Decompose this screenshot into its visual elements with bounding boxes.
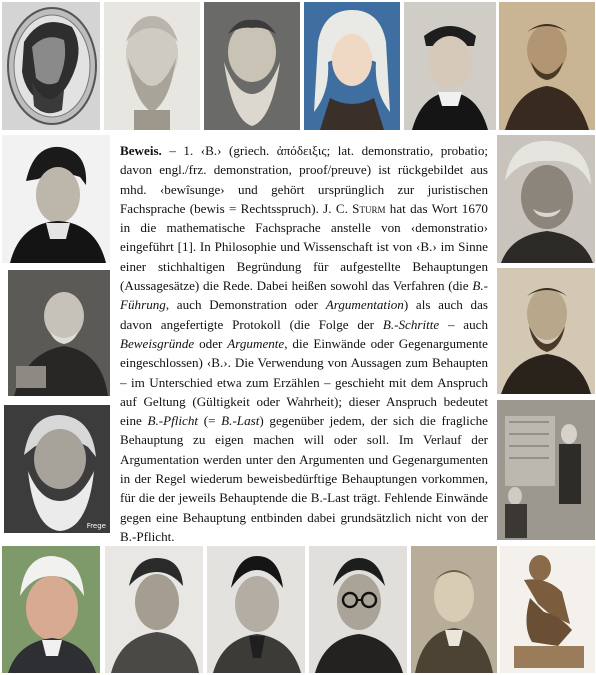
beweis-article — [120, 141, 489, 544]
einstein-portrait-image — [497, 135, 595, 263]
cantor-portrait-image — [497, 268, 595, 394]
portrait-turing — [207, 546, 305, 673]
article-sturm: Sturm — [352, 200, 386, 216]
turing-portrait-image — [207, 546, 305, 673]
article-b-last: B.-Last — [221, 413, 260, 429]
article-beweisgruende: Beweisgründe — [120, 335, 195, 351]
portrait-goedel-scene — [497, 400, 595, 540]
frege-caption: Frege — [86, 522, 106, 530]
bolzano-portrait-image — [411, 546, 497, 673]
portrait-einstein — [497, 135, 595, 263]
article-argumente: Argumente — [227, 335, 285, 351]
portrait-boole — [2, 135, 110, 263]
article-text-5: – auch — [439, 316, 489, 332]
coin-portrait-image — [2, 2, 100, 130]
article-b-schritte: B.-Schritte — [382, 316, 440, 332]
portrait-russell — [2, 546, 100, 673]
thinker-statue-image — [500, 546, 595, 673]
portrait-aristotle-bust — [104, 2, 200, 130]
portrait-oughtred — [404, 2, 496, 130]
article-text-2: hat das Wort 1670 in die mathematische Fachsprache anstelle von ‹demonstratio› eingeführt [1]. In Philosophie und Wissenschaft ist von ‹B.› im Sinne einer stichhaltigen Begründung für aufgestellte Behauptungen (Aussagesätze) die Rede. Dabei heißen sowohl das Verfahren (die — [120, 200, 488, 294]
article-text-9: ) gegenüber jedem, der sich die fragliche Behauptung zu eigen machen will oder soll. Im Verlauf der Argumentation werden unter den Argumenten und Gegenargumenten in der Regel wiederum beweisbedürftige Behauptungen vorkommen, für die der jeweils Behauptende die B.-Last trägt. Fehlende Einwände gegen eine Behauptung entbinden dabei grundsätzlich nicht von der B.-Pflicht. — [120, 413, 488, 544]
portrait-galileo — [204, 2, 300, 130]
frege-portrait-image — [4, 405, 110, 533]
portrait-poincare — [499, 2, 595, 130]
article-argumentation: Argumentation — [325, 297, 404, 313]
hilbert-portrait-image — [8, 270, 110, 396]
portrait-coin-diogenes — [2, 2, 100, 130]
portrait-frege — [4, 405, 110, 533]
newton-portrait-image — [304, 2, 400, 130]
galileo-portrait-image — [204, 2, 300, 130]
article-headword: Beweis. — [120, 143, 162, 158]
portrait-bolzano — [411, 546, 497, 673]
scene-photo-image — [497, 400, 595, 540]
portrait-newton — [304, 2, 400, 130]
article-b-fuehrung: B.-Führung — [120, 278, 488, 313]
article-text-7: , die Einwände oder Gegenargumente eingeschlossen) ‹B.›. Die Verwendung von Aussagen zum Behaupten – im Unterschied etwa zum Erzählen – geschieht mit dem Anspruch auf Geltung (Gültigkeit oder Wahrheit); dieser Anspruch bedeutet eine — [120, 335, 488, 429]
russell-portrait-image — [2, 546, 100, 673]
article-text-6: oder — [194, 335, 228, 351]
thinker-statue — [500, 546, 595, 673]
wittgenstein-portrait-image — [105, 546, 203, 673]
article-text-8: (= — [198, 413, 222, 429]
portrait-wittgenstein — [105, 546, 203, 673]
bust-portrait-image — [104, 2, 200, 130]
article-text-4: ) als auch das davon angefertigte Protokoll (die Folge der — [120, 297, 489, 332]
article-text-1: – 1. ‹B.› (griech. ἀπόδειξις; lat. demonstratio, probatio; davon engl./frz. demonstration, proof/preuve) ist rückgebildet aus mhd. ‹bewîsunge› und gehört ursprünglich zur juristischen Fachsprache (bewis = Rechtsspruch). J. C. — [120, 143, 488, 216]
article-text-3: , auch Demonstration oder — [165, 297, 326, 313]
article-b-pflicht: B.-Pflicht — [147, 413, 199, 429]
poincare-portrait-image — [499, 2, 595, 130]
portrait-goedel — [309, 546, 407, 673]
goedel-portrait-image — [309, 546, 407, 673]
portrait-hilbert — [8, 270, 110, 396]
cleric-portrait-image — [404, 2, 496, 130]
portrait-cantor — [497, 268, 595, 394]
boole-portrait-image — [2, 135, 110, 263]
